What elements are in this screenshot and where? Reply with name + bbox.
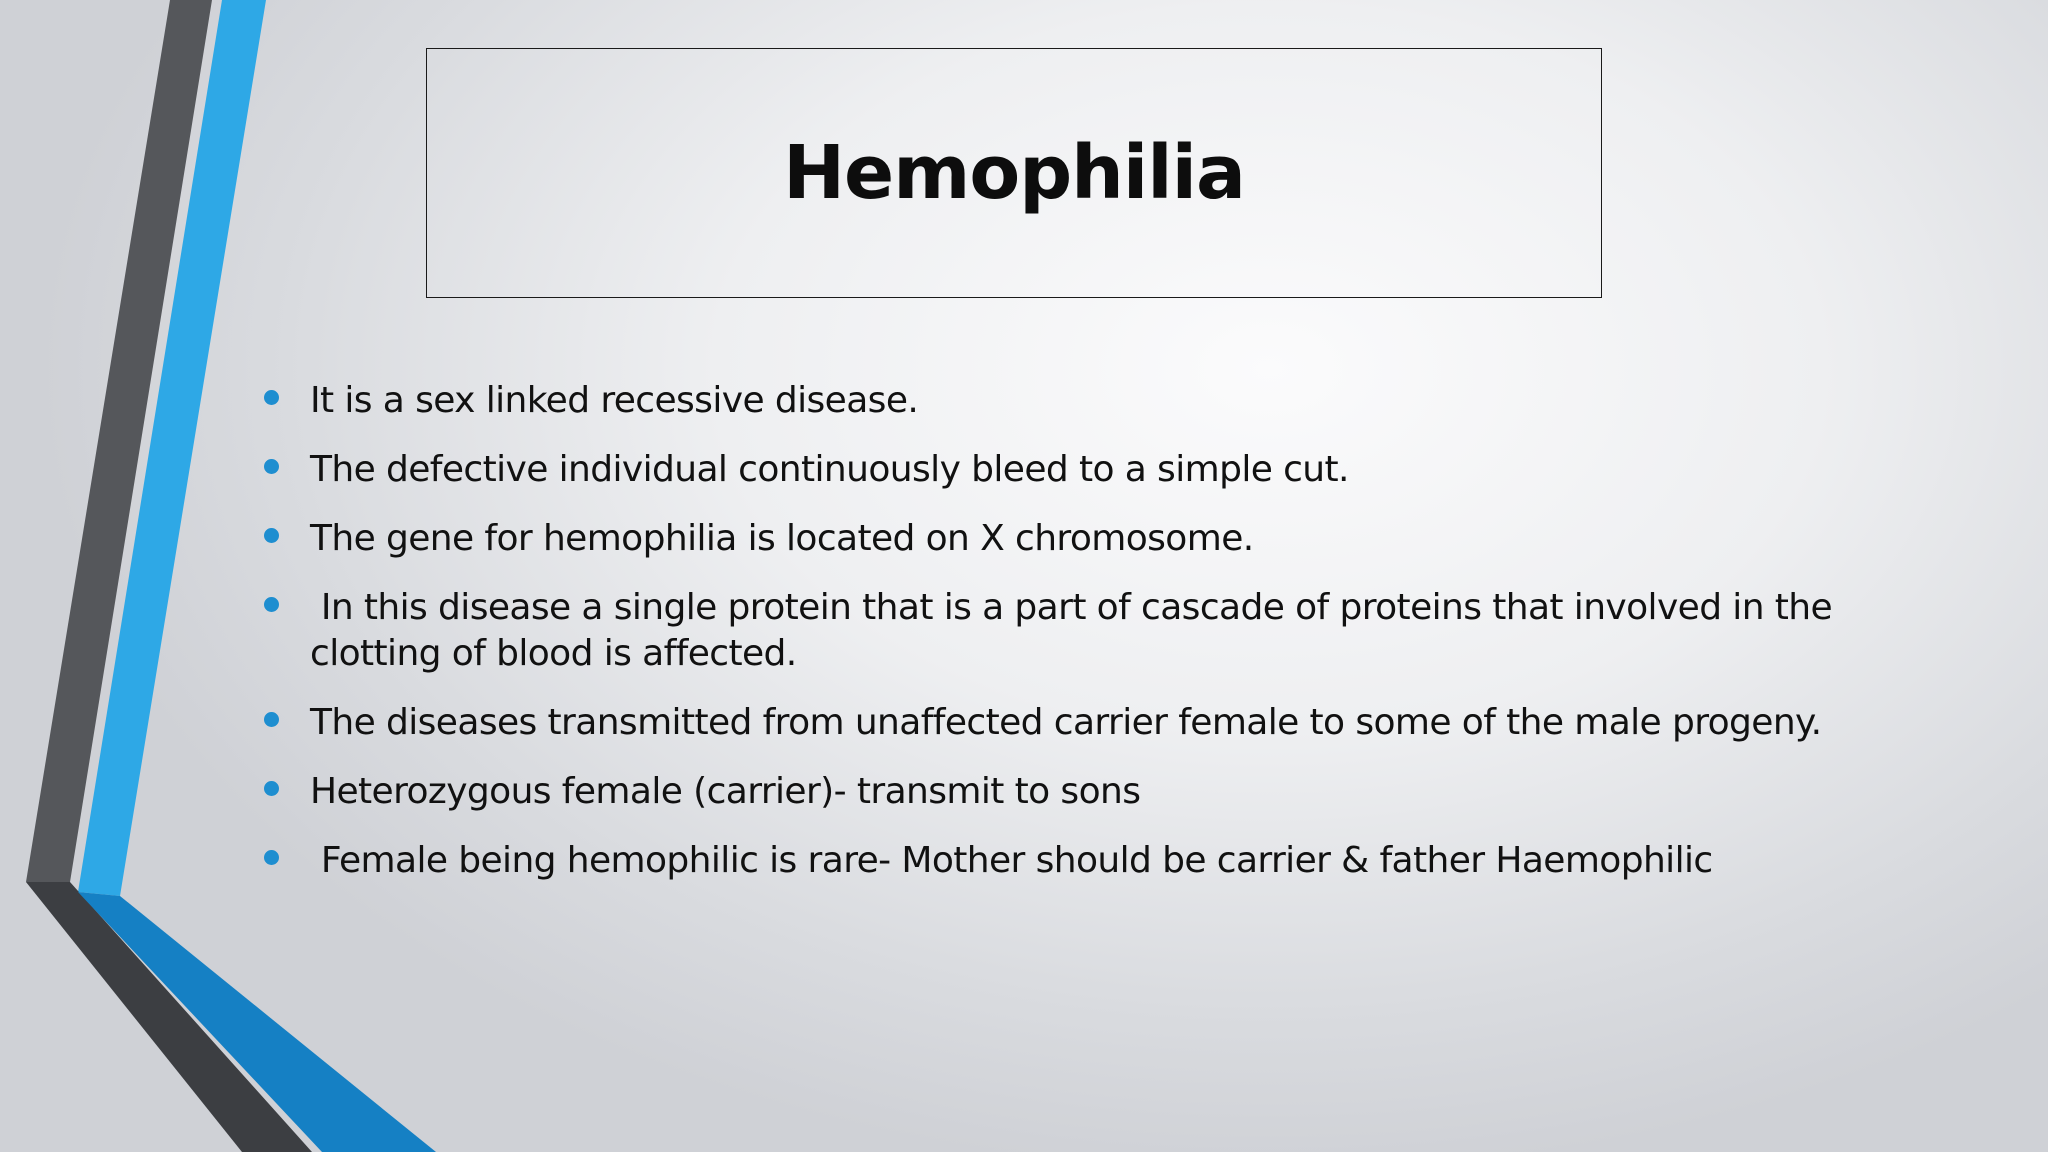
slide-title: Hemophilia: [783, 130, 1245, 216]
bullet-item: [262, 700, 1902, 746]
bullet-text: The gene for hemophilia is located on X chromosome.: [310, 518, 1254, 559]
bullet-dot-icon: [264, 850, 279, 865]
bullet-item: [262, 769, 1902, 815]
bullet-dot-icon: [264, 459, 279, 474]
bullet-item: [262, 378, 1902, 424]
bullet-text: Female being hemophilic is rare- Mother should be carrier & father Haemophilic: [310, 840, 1713, 881]
bullet-dot-icon: [264, 528, 279, 543]
bullet-text: In this disease a single protein that is a part of cascade of proteins that involved in the clotting of blood is affected.: [310, 587, 1843, 674]
bullet-text: The defective individual continuously bleed to a simple cut.: [310, 449, 1349, 490]
bullet-text: The diseases transmitted from unaffected carrier female to some of the male progeny.: [310, 702, 1822, 743]
bullet-item: [262, 447, 1902, 493]
title-box: [426, 48, 1602, 298]
bullet-dot-icon: [264, 781, 279, 796]
bullet-dot-icon: [264, 712, 279, 727]
bullet-text: Heterozygous female (carrier)- transmit to sons: [310, 771, 1141, 812]
bullet-item: [262, 838, 1902, 884]
bullet-text: It is a sex linked recessive disease.: [310, 380, 919, 421]
bullet-list: [262, 378, 1902, 907]
bullet-item: [262, 516, 1902, 562]
bullet-dot-icon: [264, 390, 279, 405]
bullet-dot-icon: [264, 597, 279, 612]
bullet-item: [262, 585, 1902, 677]
